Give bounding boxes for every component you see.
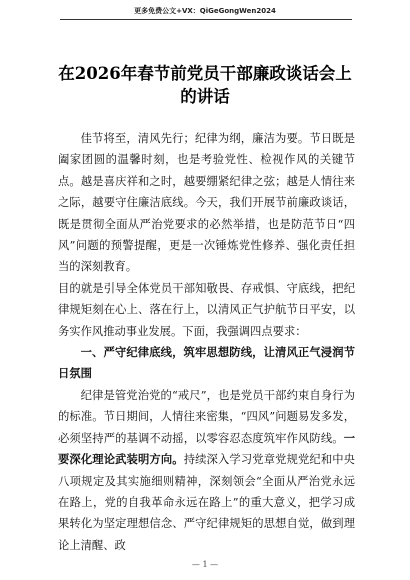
section-1-text-continued: 持续深入学习党章党规党纪和中央八项规定及其实施细则精神，深刻领会“全面从严治党永远在路上，党的自我革命永远在路上”的重大意义，把学习成果转化为坚定理想信念、严守纪律规矩的思想自觉，做到理论上清醒、政 [58,453,355,552]
section-1-text: 纪律是管党治党的“戒尺”，也是党员干部约束自身行为的标准。节日期间，人情往来密集，“四风”问题易发多发，必须坚持严的基调不动摇，以零容忍态度筑牢作风防线。 [58,388,355,445]
title-line-1: 在2026年春节前党员干部廉政谈话会上 [58,64,352,83]
document-body [58,128,355,556]
intro-paragraph-2: 目的就是引导全体党员干部知敬畏、存戒惧、守底线，把纪律规矩刻在心上、落在行上，以清风正气护航节日平安，以务实作风推动事业发展。下面，我强调四点要求： [58,281,355,338]
section-1-emphasis: 一要深化理论武装明方向。 [58,430,355,467]
intro-paragraph-1: 佳节将至，清风先行；纪律为纲，廉洁为要。节日既是阖家团圆的温馨时刻，也是考验党性、检视作风的关键节点。越是喜庆祥和之时，越要绷紧纪律之弦；越是人情往来之际，越要守住廉洁底线。今天，我们开展节前廉政谈话，既是贯彻全面从严治党要求的必然举措，也是防范节日“四风”问题的预警提醒，更是一次锤炼党性修养、强化责任担当的深刻教育。 [58,132,355,274]
header-divider [60,19,352,20]
title-line-2: 的讲话 [180,87,230,106]
page-number: — 1 — [191,560,219,569]
section-1-heading: 一、严守纪律底线，筑牢思想防线，让清风正气浸润节日氛围 [58,345,355,381]
document-title [40,62,370,108]
section-1-paragraph [58,385,355,556]
header-note: 更多免费公文+VX：QiGeGongWen2024 [134,7,276,15]
